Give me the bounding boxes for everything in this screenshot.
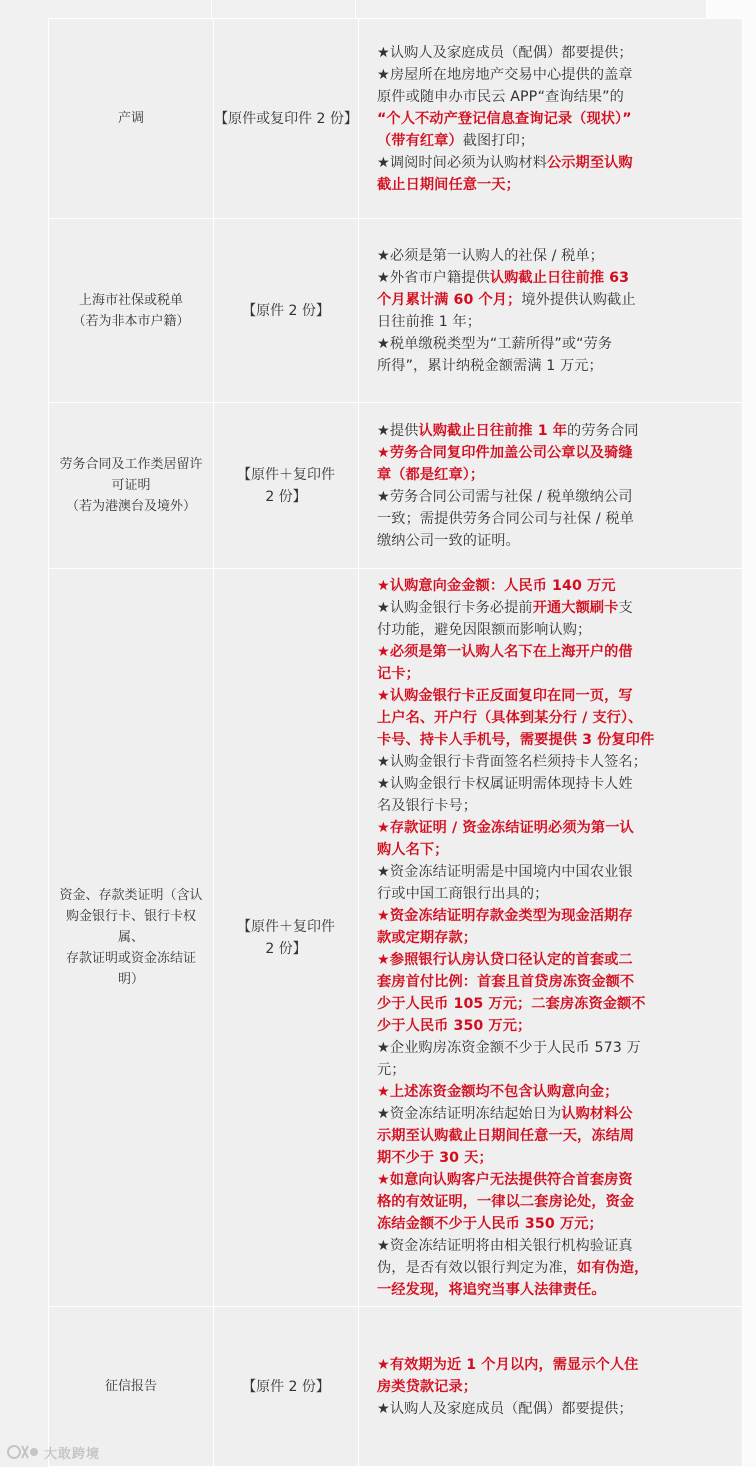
table-row: [49, 569, 743, 1307]
detail-line: [377, 464, 728, 486]
detail-line: [377, 1015, 728, 1037]
highlighted-text: ★参照银行认房认贷口径认定的首套或二: [377, 951, 633, 968]
material-name: 资金、存款类证明（含认: [59, 888, 203, 903]
detail-line: [377, 729, 728, 751]
highlighted-text: ★如意向认购客户无法提供符合首套房资: [377, 1171, 633, 1188]
highlighted-text: （带有红章）: [377, 132, 463, 149]
detail-line: [377, 486, 728, 508]
detail-line: [377, 971, 728, 993]
detail-line: [377, 751, 728, 773]
detail-text: ★调阅时间必须为认购材料: [377, 154, 547, 171]
highlighted-text: 公示期至认购: [546, 154, 633, 171]
highlighted-text: 卡号、持卡人手机号，需要提供 3 份复印件: [377, 731, 655, 748]
detail-line: [377, 420, 728, 442]
material-name-cell: [49, 403, 214, 569]
detail-text: 一致；需提供劳务合同公司与社保 / 税单: [377, 510, 634, 527]
detail-text: 的劳务合同: [567, 422, 639, 439]
detail-line: [377, 795, 728, 817]
detail-line: [377, 1037, 728, 1059]
detail-line: [377, 883, 728, 905]
material-name: 明）: [117, 972, 144, 987]
detail-line: [377, 289, 728, 311]
detail-line: [377, 64, 728, 86]
detail-text: 行或中国工商银行出具的；: [377, 885, 549, 902]
detail-line: [377, 1376, 728, 1398]
detail-line: [377, 773, 728, 795]
detail-line: [377, 619, 728, 641]
highlighted-text: 一经发现，将追究当事人法律责任。: [377, 1281, 606, 1298]
detail-text: ★资金冻结证明将由相关银行机构验证真: [377, 1237, 633, 1254]
detail-text: ★资金冻结证明冻结起始日为: [377, 1105, 562, 1122]
detail-line: [377, 508, 728, 530]
brand-logo-icon: [6, 1442, 40, 1462]
detail-line: [377, 42, 728, 64]
detail-line: [377, 1279, 728, 1301]
copy-requirement-cell: [214, 403, 359, 569]
material-name-cell: [49, 219, 214, 403]
material-name: 可证明: [111, 478, 151, 493]
detail-line: [377, 267, 728, 289]
copy-requirement: 2 份】: [265, 940, 307, 957]
detail-text: ★提供: [377, 422, 419, 439]
table-row: [49, 219, 743, 403]
requirement-details-cell: [359, 1307, 743, 1467]
highlighted-text: 认购截止日往前推 1 年: [418, 422, 568, 439]
highlighted-text: ★资金冻结证明存款金类型为现金活期存: [377, 907, 633, 924]
material-name: （若为非本市户籍）: [72, 313, 190, 329]
material-name: 征信报告: [104, 1379, 157, 1394]
detail-text: ★认购金银行卡背面签名栏须持卡人签名；: [377, 753, 647, 770]
watermark-text: 大敢跨境: [44, 1446, 101, 1462]
detail-line: [377, 1213, 728, 1235]
highlighted-text: 格的有效证明，一律以二套房论处，资金: [377, 1193, 635, 1210]
detail-line: [377, 861, 728, 883]
copy-requirement-cell: [214, 19, 359, 219]
detail-text: ★资金冻结证明需是中国境内中国农业银: [377, 863, 633, 880]
copy-requirement: 2 份】: [265, 488, 307, 505]
material-name: （若为港澳台及境外）: [65, 499, 196, 514]
detail-text: 付功能，避免因限额而影响认购；: [377, 621, 592, 638]
detail-line: [377, 905, 728, 927]
detail-text: ★认购金银行卡权属证明需体现持卡人姓: [377, 775, 633, 792]
table-row: [49, 403, 743, 569]
copy-requirement-cell: [214, 569, 359, 1307]
detail-line: [377, 949, 728, 971]
detail-line: [377, 355, 728, 377]
detail-line: [377, 685, 728, 707]
highlighted-text: 房类贷款记录；: [377, 1378, 478, 1395]
detail-text: 元；: [377, 1061, 406, 1078]
detail-line: [377, 1398, 728, 1420]
copy-requirement: 【原件或复印件 2 份】: [214, 110, 358, 127]
highlighted-text: ★认购金银行卡正反面复印在同一页，写: [377, 687, 633, 704]
copy-requirement: 【原件＋复印件: [237, 918, 335, 935]
requirement-details-cell: [359, 219, 743, 403]
highlighted-text: 认购材料公: [561, 1105, 633, 1122]
highlighted-text: 记卡；: [377, 665, 420, 682]
detail-line: [377, 1081, 728, 1103]
requirements-table: [48, 18, 743, 1467]
highlighted-text: 期不少于 30 天；: [377, 1149, 493, 1166]
detail-text: ★必须是第一认购人的社保 / 税单；: [377, 247, 604, 264]
detail-line: [377, 1169, 728, 1191]
highlighted-text: 认购截止日往前推 63: [489, 269, 630, 286]
highlighted-text: 如有伪造，: [577, 1259, 649, 1276]
requirement-details-cell: [359, 403, 743, 569]
detail-text: ★税单缴税类型为“工薪所得”或“劳务: [377, 335, 613, 352]
detail-line: [377, 641, 728, 663]
detail-line: [377, 530, 728, 552]
highlighted-text: 个月累计满 60 个月；: [377, 291, 522, 308]
detail-text: 名及银行卡号；: [377, 797, 478, 814]
detail-text: 缴纳公司一致的证明。: [377, 532, 520, 549]
highlighted-text: 少于人民币 105 万元；二套房冻资金额不: [377, 995, 646, 1012]
material-name: 劳务合同及工作类居留许: [59, 457, 203, 472]
material-name: 购金银行卡、银行卡权属、: [65, 909, 196, 945]
detail-line: [377, 311, 728, 333]
requirement-details-cell: [359, 19, 743, 219]
detail-text: 所得”，累计纳税金额需满 1 万元；: [377, 357, 603, 374]
highlighted-text: ★有效期为近 1 个月以内，需显示个人住: [377, 1356, 639, 1373]
material-name: 产调: [117, 111, 144, 126]
detail-line: [377, 245, 728, 267]
detail-text: ★认购人及家庭成员（配偶）都要提供；: [377, 44, 633, 61]
detail-line: [377, 442, 728, 464]
detail-text: 截图打印；: [462, 132, 535, 149]
highlighted-text: 开通大额刷卡: [532, 599, 619, 616]
detail-line: [377, 1235, 728, 1257]
detail-text: ★企业购房冻资金额不少于人民币 573 万: [377, 1039, 641, 1056]
highlighted-text: “个人不动产登记信息查询记录（现状）”: [377, 110, 632, 127]
detail-line: [377, 333, 728, 355]
detail-text: 境外提供认购截止: [521, 291, 636, 308]
detail-line: [377, 130, 728, 152]
detail-line: [377, 108, 728, 130]
material-name-cell: [49, 569, 214, 1307]
detail-line: [377, 993, 728, 1015]
detail-text: 伪，是否有效以银行判定为准，: [377, 1259, 578, 1276]
copy-requirement: 【原件 2 份】: [242, 302, 330, 319]
highlighted-text: 少于人民币 350 万元；: [377, 1017, 532, 1034]
highlighted-text: 章（都是红章）；: [377, 466, 485, 483]
copy-requirement-cell: [214, 219, 359, 403]
detail-line: [377, 1147, 728, 1169]
detail-text: ★劳务合同公司需与社保 / 税单缴纳公司: [377, 488, 633, 505]
highlighted-text: 款或定期存款；: [377, 929, 478, 946]
detail-text: ★认购人及家庭成员（配偶）都要提供；: [377, 1400, 633, 1417]
detail-text: 日往前推 1 年；: [377, 313, 482, 330]
highlighted-text: ★认购意向金金额：人民币 140 万元: [377, 577, 616, 594]
detail-line: [377, 152, 728, 174]
detail-line: [377, 1354, 728, 1376]
material-name-cell: [49, 19, 214, 219]
detail-text: ★房屋所在地房地产交易中心提供的盖章: [377, 66, 633, 83]
highlighted-text: ★上述冻资金额均不包含认购意向金；: [377, 1083, 619, 1100]
material-name: 上海市社保或税单: [78, 292, 183, 308]
copy-requirement: 【原件 2 份】: [242, 1378, 330, 1395]
material-name: 存款证明或资金冻结证: [65, 951, 196, 966]
detail-line: [377, 1191, 728, 1213]
detail-line: [377, 1257, 728, 1279]
highlighted-text: ★存款证明 / 资金冻结证明必须为第一认: [377, 819, 634, 836]
highlighted-text: ★必须是第一认购人名下在上海开户的借: [377, 643, 633, 660]
highlighted-text: 截止日期间任意一天；: [377, 176, 520, 193]
detail-text: 支: [618, 599, 633, 616]
detail-line: [377, 1059, 728, 1081]
highlighted-text: 套房首付比例：首套且首贷房冻资金额不: [377, 973, 635, 990]
detail-line: [377, 1103, 728, 1125]
copy-requirement-cell: [214, 1307, 359, 1467]
detail-line: [377, 663, 728, 685]
detail-line: [377, 817, 728, 839]
detail-line: [377, 707, 728, 729]
copy-requirement: 【原件＋复印件: [237, 466, 335, 483]
highlighted-text: 冻结金额不少于人民币 350 万元；: [377, 1215, 603, 1232]
watermark: [6, 1441, 100, 1463]
detail-text: 原件或随申办市民云 APP“查询结果”的: [377, 88, 624, 105]
detail-text: ★外省市户籍提供: [377, 269, 490, 286]
highlighted-text: 上户名、开户行（具体到某分行 / 支行）、: [377, 709, 643, 726]
detail-line: [377, 597, 728, 619]
detail-line: [377, 174, 728, 196]
detail-text: ★认购金银行卡务必提前: [377, 599, 533, 616]
table-top-edge: [48, 0, 707, 18]
highlighted-text: ★劳务合同复印件加盖公司公章以及骑缝: [377, 444, 633, 461]
requirement-details-cell: [359, 569, 743, 1307]
detail-line: [377, 839, 728, 861]
highlighted-text: 示期至认购截止日期间任意一天，冻结周: [377, 1127, 635, 1144]
table-row: [49, 19, 743, 219]
table-row: [49, 1307, 743, 1467]
highlighted-text: 购人名下；: [377, 841, 449, 858]
detail-line: [377, 1125, 728, 1147]
detail-line: [377, 927, 728, 949]
detail-line: [377, 86, 728, 108]
detail-line: [377, 575, 728, 597]
